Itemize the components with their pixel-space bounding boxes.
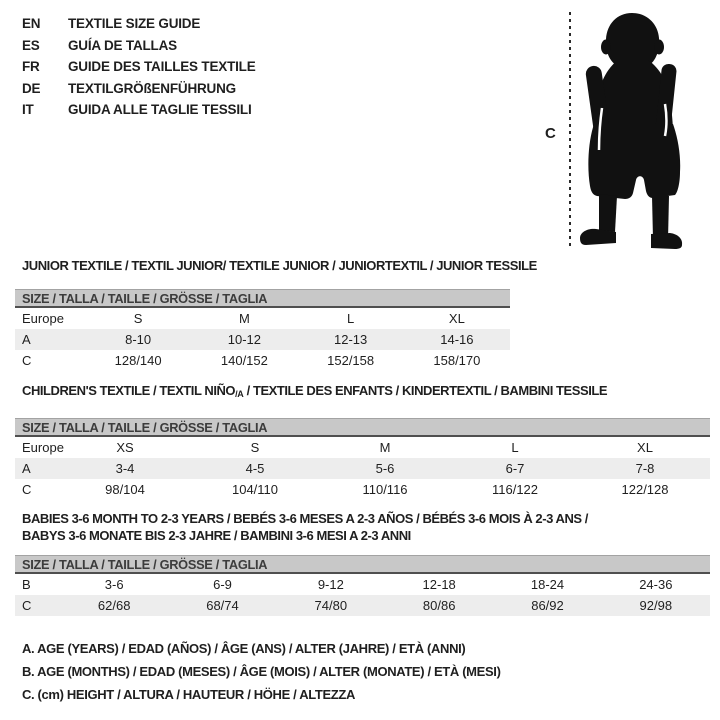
table-cell: 62/68 bbox=[97, 598, 131, 613]
table-cell: 98/104 bbox=[105, 482, 145, 497]
language-row bbox=[22, 56, 256, 78]
row-label: A bbox=[22, 461, 31, 476]
size-bar-label: SIZE / TALLA / TAILLE / GRÖSSE / TAGLIA bbox=[22, 290, 268, 306]
height-measure-line bbox=[569, 12, 571, 250]
table-cell: 158/170 bbox=[433, 353, 481, 368]
table-cell: 152/158 bbox=[327, 353, 375, 368]
table-header-cell: XS bbox=[116, 440, 134, 455]
legend-note: C. (cm) HEIGHT / ALTURA / HAUTEUR / HÖHE / ALTEZZA bbox=[22, 687, 356, 702]
table-header-cell: Europe bbox=[22, 440, 64, 455]
section-heading-line bbox=[22, 383, 710, 402]
table-row bbox=[15, 458, 710, 479]
language-code: IT bbox=[22, 102, 34, 118]
table-header-cell: Europe bbox=[22, 311, 64, 326]
size-table bbox=[15, 308, 510, 371]
table-cell: 74/80 bbox=[314, 598, 348, 613]
table-cell: 86/92 bbox=[531, 598, 564, 613]
row-label: C bbox=[22, 353, 32, 368]
legend-notes bbox=[22, 637, 501, 706]
language-row bbox=[22, 78, 256, 100]
section-heading bbox=[22, 258, 537, 273]
heading-text: CHILDREN'S TEXTILE / TEXTIL NIÑO bbox=[22, 383, 236, 398]
table-header-cell: XL bbox=[637, 440, 653, 455]
heading-text: BABYS 3-6 MONATE BIS 2-3 JAHRE / BAMBINI 3-6 MESI A 2-3 ANNI bbox=[22, 528, 411, 543]
table-cell: 12-13 bbox=[334, 332, 368, 347]
language-row bbox=[22, 35, 256, 57]
table-cell: 122/128 bbox=[621, 482, 669, 497]
table-cell: 18-24 bbox=[530, 577, 565, 592]
legend-note: A. AGE (YEARS) / EDAD (AÑOS) / ÂGE (ANS) / ALTER (JAHRE) / ETÀ (ANNI) bbox=[22, 641, 466, 656]
language-code: EN bbox=[22, 16, 41, 32]
language-row bbox=[22, 13, 256, 35]
language-code: ES bbox=[22, 37, 40, 53]
section-heading-line bbox=[22, 258, 537, 273]
size-bar bbox=[15, 418, 710, 437]
toddler-silhouette-icon bbox=[572, 6, 692, 252]
table-cell: 6-9 bbox=[213, 577, 232, 592]
table-cell: 3-4 bbox=[115, 461, 135, 476]
table-cell: 12-18 bbox=[422, 577, 456, 592]
heading-text: JUNIOR TEXTILE / TEXTIL JUNIOR/ TEXTILE JUNIOR / JUNIORTEXTIL / JUNIOR TESSILE bbox=[22, 258, 537, 273]
table-header-cell: M bbox=[379, 440, 391, 455]
row-label: B bbox=[22, 577, 31, 592]
table-cell: 3-6 bbox=[104, 577, 124, 592]
table-header-cell: L bbox=[511, 440, 519, 455]
section-heading-line bbox=[22, 527, 710, 544]
size-section-2 bbox=[15, 383, 710, 500]
table-cell: 14-16 bbox=[440, 332, 474, 347]
table-cell: 24-36 bbox=[639, 577, 673, 592]
size-table bbox=[15, 574, 710, 616]
language-title: GUIDE DES TAILLES TEXTILE bbox=[68, 59, 256, 75]
table-cell: 110/116 bbox=[362, 482, 408, 497]
table-header-cell: XL bbox=[448, 311, 465, 326]
table-header-cell: S bbox=[250, 440, 260, 455]
legend-note: B. AGE (MONTHS) / EDAD (MESES) / ÂGE (MOIS) / ALTER (MONATE) / ETÀ (MESI) bbox=[22, 664, 501, 679]
heading-text: / TEXTILE DES ENFANTS / KINDERTEXTIL / BAMBINI TESSILE bbox=[243, 383, 608, 398]
heading-text: /A bbox=[235, 389, 244, 399]
table-cell: 68/74 bbox=[206, 598, 239, 613]
size-table bbox=[15, 437, 710, 500]
table-row bbox=[15, 479, 710, 500]
language-title: TEXTILGRÖßENFÜHRUNG bbox=[68, 80, 236, 96]
size-bar-label: SIZE / TALLA / TAILLE / GRÖSSE / TAGLIA bbox=[22, 556, 268, 572]
row-label: A bbox=[22, 332, 31, 347]
table-cell: 128/140 bbox=[114, 353, 162, 368]
language-title: TEXTILE SIZE GUIDE bbox=[68, 16, 201, 32]
size-section-3 bbox=[15, 510, 710, 616]
size-bar bbox=[15, 289, 510, 308]
table-row bbox=[15, 595, 710, 616]
table-row bbox=[15, 329, 510, 350]
size-bar bbox=[15, 555, 710, 574]
row-label: C bbox=[22, 598, 32, 613]
table-cell: 104/110 bbox=[231, 482, 279, 497]
table-cell: 4-5 bbox=[245, 461, 265, 476]
language-code: FR bbox=[22, 59, 40, 75]
language-title: GUIDA ALLE TAGLIE TESSILI bbox=[68, 102, 252, 118]
table-header-cell: L bbox=[347, 311, 355, 326]
section-heading-line bbox=[22, 510, 710, 527]
table-header-cell: S bbox=[133, 311, 143, 326]
language-title: GUÍA DE TALLAS bbox=[68, 37, 177, 53]
row-label: C bbox=[22, 482, 32, 497]
table-cell: 140/152 bbox=[220, 353, 268, 368]
table-header-row bbox=[15, 437, 710, 458]
table-cell: 80/86 bbox=[422, 598, 456, 613]
table-cell: 8-10 bbox=[125, 332, 152, 347]
language-code: DE bbox=[22, 80, 41, 96]
height-measure-label: C bbox=[545, 125, 556, 142]
size-bar-label: SIZE / TALLA / TAILLE / GRÖSSE / TAGLIA bbox=[22, 419, 268, 435]
table-cell: 9-12 bbox=[317, 577, 344, 592]
section-heading bbox=[22, 383, 710, 402]
table-cell: 116/122 bbox=[491, 482, 539, 497]
table-header-cell: M bbox=[238, 311, 250, 326]
language-row bbox=[22, 99, 256, 121]
table-row bbox=[15, 350, 510, 371]
table-row bbox=[15, 574, 710, 595]
heading-text: BABIES 3-6 MONTH TO 2-3 YEARS / BEBÉS 3-6 MESES A 2-3 AÑOS / BÉBÉS 3-6 MOIS À 2-3 ANS / bbox=[22, 511, 588, 526]
table-cell: 10-12 bbox=[227, 332, 261, 347]
language-list bbox=[22, 13, 256, 121]
table-cell: 5-6 bbox=[375, 461, 395, 476]
table-header-row bbox=[15, 308, 510, 329]
table-cell: 92/98 bbox=[639, 598, 673, 613]
table-cell: 7-8 bbox=[635, 461, 655, 476]
table-cell: 6-7 bbox=[505, 461, 525, 476]
section-heading bbox=[22, 510, 710, 544]
size-section-1 bbox=[15, 258, 537, 371]
